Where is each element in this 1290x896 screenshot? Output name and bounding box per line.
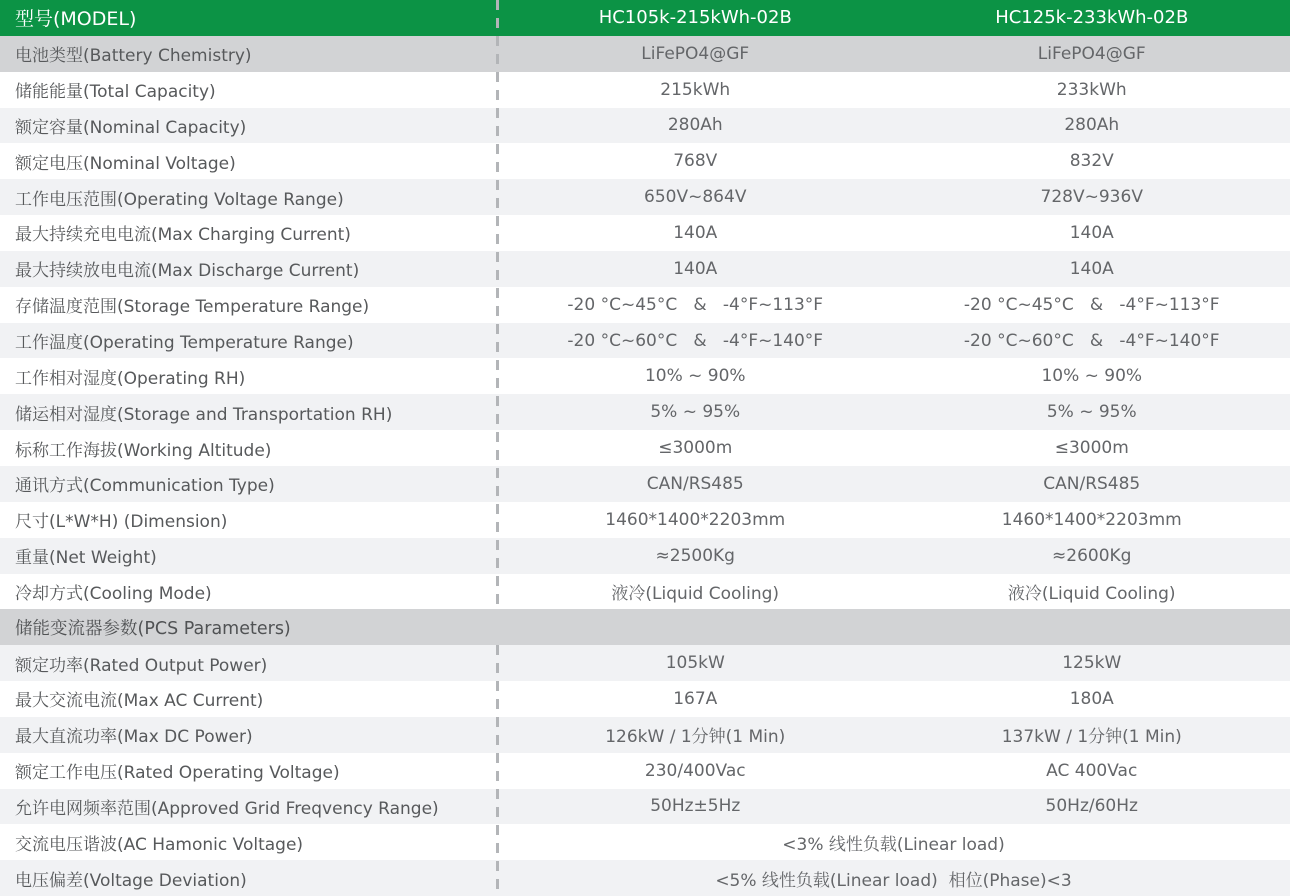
table-row [0, 574, 1290, 610]
row-label: 储运相对湿度(Storage and Transportation RH) [15, 404, 393, 425]
cell-value: 105kW [665, 653, 725, 674]
row-label: 电池类型(Battery Chemistry) [15, 46, 252, 67]
cell-value: 137kW / 1分钟(1 Min) [1001, 727, 1182, 748]
table-row [0, 645, 1290, 681]
cell-value-span: <3% 线性负载(Linear load) [782, 834, 1005, 855]
table-row [0, 287, 1290, 323]
cell-value: 液冷(Liquid Cooling) [1007, 583, 1176, 604]
model-row-label: 型号(MODEL) [15, 8, 137, 31]
row-label: 电压偏差(Voltage Deviation) [15, 870, 247, 891]
row-label: 重量(Net Weight) [15, 548, 157, 569]
table-row [0, 789, 1290, 825]
table-row [0, 681, 1290, 717]
cell-value: 125kW [1062, 653, 1122, 674]
table-header-row [0, 0, 1290, 36]
row-label: 额定工作电压(Rated Operating Voltage) [15, 763, 340, 784]
row-label: 尺寸(L*W*H) (Dimension) [15, 512, 228, 533]
cell-value: 280Ah [667, 115, 723, 136]
row-label: 最大持续放电电流(Max Discharge Current) [15, 261, 360, 282]
cell-value: 140A [1069, 222, 1114, 243]
section-title: 储能变流器参数(PCS Parameters) [15, 618, 291, 639]
cell-value: 280Ah [1064, 115, 1120, 136]
cell-value: 140A [1069, 258, 1114, 279]
cell-value: ≤3000m [658, 438, 733, 459]
cell-value: 650V~864V [644, 187, 747, 208]
table-row [0, 753, 1290, 789]
row-label: 存储温度范围(Storage Temperature Range) [15, 297, 370, 318]
table-row [0, 860, 1290, 896]
cell-value: 233kWh [1056, 79, 1127, 100]
cell-value: LiFePO4@GF [1037, 43, 1146, 64]
cell-value: ≤3000m [1054, 438, 1129, 459]
table-row [0, 717, 1290, 753]
row-label: 额定容量(Nominal Capacity) [15, 117, 247, 138]
cell-value: 1460*1400*2203mm [605, 509, 786, 530]
row-label: 最大持续充电电流(Max Charging Current) [15, 225, 351, 246]
row-label: 额定电压(Nominal Voltage) [15, 153, 236, 174]
cell-value: ≈2500Kg [655, 545, 735, 566]
cell-value: 728V~936V [1040, 187, 1143, 208]
cell-value: CAN/RS485 [1043, 473, 1141, 494]
cell-value: 5% ~ 95% [650, 402, 741, 423]
row-label: 标称工作海拔(Working Altitude) [15, 440, 272, 461]
table-row [0, 430, 1290, 466]
cell-value: 50Hz/60Hz [1045, 796, 1138, 817]
row-label: 额定功率(Rated Output Power) [15, 655, 268, 676]
row-label: 工作电压范围(Operating Voltage Range) [15, 189, 344, 210]
table-row [0, 179, 1290, 215]
cell-value: 230/400Vac [644, 760, 746, 781]
table-row [0, 394, 1290, 430]
cell-value: LiFePO4@GF [641, 43, 750, 64]
table-row [0, 72, 1290, 108]
table-row [0, 358, 1290, 394]
table-row [0, 36, 1290, 72]
cell-value: -20 °C~60°C & -4°F~140°F [963, 330, 1220, 351]
cell-value: 215kWh [660, 79, 731, 100]
cell-value: 液冷(Liquid Cooling) [611, 583, 780, 604]
row-label: 最大直流功率(Max DC Power) [15, 727, 253, 748]
cell-value: 832V [1069, 151, 1114, 172]
row-label: 工作相对湿度(Operating RH) [15, 368, 246, 389]
table-row [0, 538, 1290, 574]
table-row [0, 502, 1290, 538]
cell-value: -20 °C~45°C & -4°F~113°F [963, 294, 1220, 315]
cell-value: ≈2600Kg [1052, 545, 1132, 566]
pcs-section-header-row [0, 609, 1290, 645]
table-row [0, 824, 1290, 860]
cell-value: 126kW / 1分钟(1 Min) [605, 727, 786, 748]
row-label: 工作温度(Operating Temperature Range) [15, 333, 354, 354]
cell-value: -20 °C~45°C & -4°F~113°F [567, 294, 824, 315]
row-label: 通讯方式(Communication Type) [15, 476, 275, 497]
cell-value: -20 °C~60°C & -4°F~140°F [567, 330, 824, 351]
cell-value: 140A [673, 222, 718, 243]
table-row [0, 215, 1290, 251]
cell-value: 10% ~ 90% [644, 366, 746, 387]
cell-value: 140A [673, 258, 718, 279]
cell-value: AC 400Vac [1046, 760, 1138, 781]
cell-value: CAN/RS485 [646, 473, 744, 494]
table-row [0, 108, 1290, 144]
cell-value: 167A [673, 688, 718, 709]
cell-value: 180A [1069, 688, 1114, 709]
cell-value-span: <5% 线性负载(Linear load) 相位(Phase)<3 [715, 870, 1072, 891]
row-label: 最大交流电流(Max AC Current) [15, 691, 264, 712]
table-row [0, 143, 1290, 179]
cell-value: 5% ~ 95% [1046, 402, 1137, 423]
table-row [0, 323, 1290, 359]
model-b-header: HC125k-233kWh-02B [995, 7, 1189, 29]
row-label: 允许电网频率范围(Approved Grid Freqvency Range) [15, 798, 439, 819]
row-label: 储能能量(Total Capacity) [15, 82, 216, 103]
table-row [0, 466, 1290, 502]
cell-value: 50Hz±5Hz [650, 796, 741, 817]
model-a-header: HC105k-215kWh-02B [598, 7, 792, 29]
row-label: 冷却方式(Cooling Mode) [15, 583, 212, 604]
cell-value: 10% ~ 90% [1041, 366, 1143, 387]
cell-value: 1460*1400*2203mm [1001, 509, 1182, 530]
cell-value: 768V [673, 151, 718, 172]
table-row [0, 251, 1290, 287]
row-label: 交流电压谐波(AC Hamonic Voltage) [15, 834, 304, 855]
